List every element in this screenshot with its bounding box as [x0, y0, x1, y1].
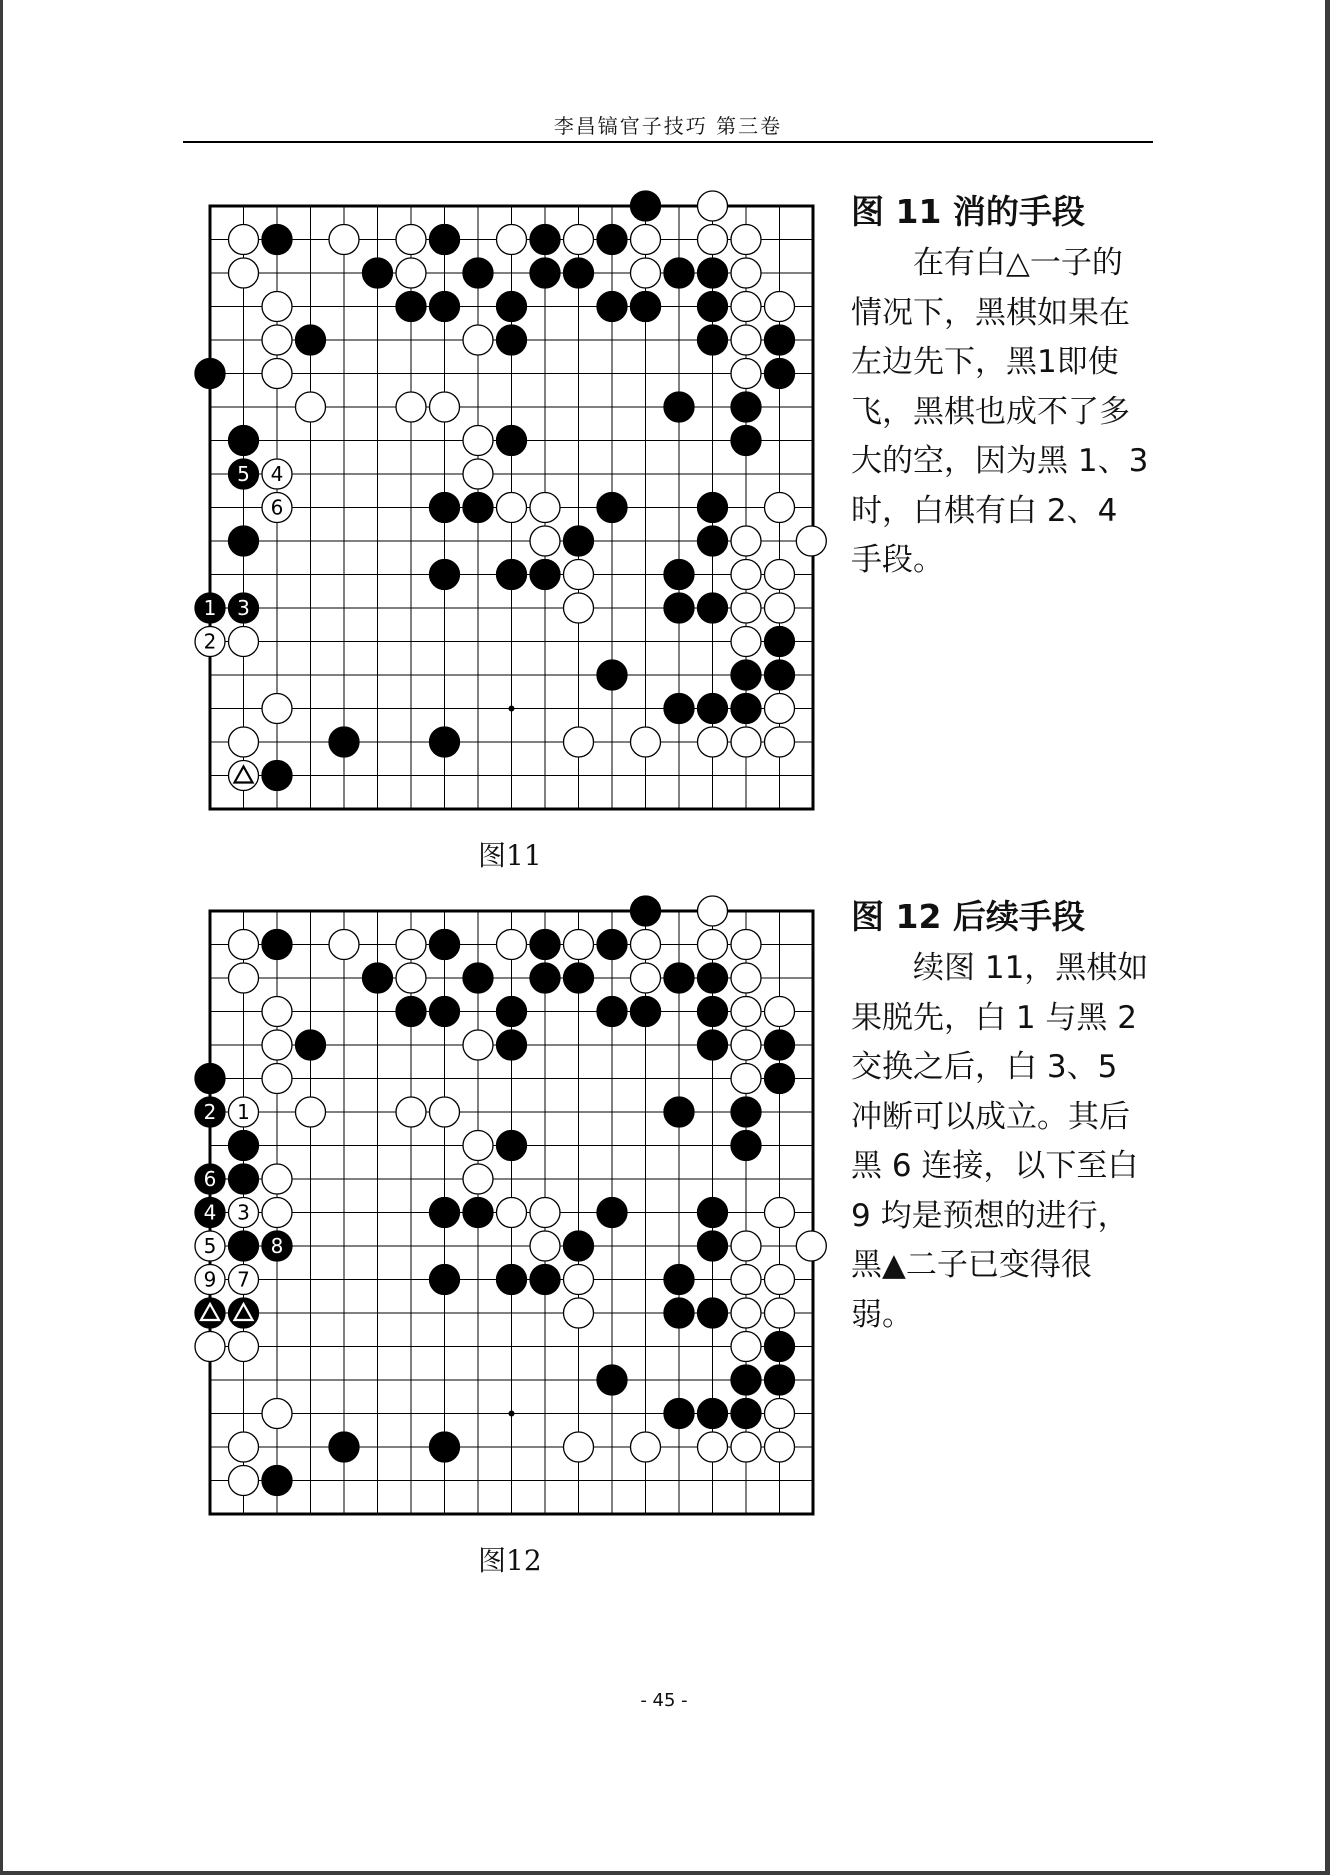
page-number: - 45 -	[640, 1690, 688, 1711]
black-stone	[731, 660, 761, 690]
black-stone	[731, 426, 761, 456]
black-stone	[530, 225, 560, 255]
move-number: 1	[203, 596, 217, 620]
black-stone	[396, 997, 426, 1027]
move-number: 2	[203, 629, 217, 654]
black-stone	[765, 1064, 795, 1094]
white-stone	[765, 593, 795, 623]
white-stone	[765, 560, 795, 590]
white-stone	[262, 325, 292, 355]
black-stone	[463, 258, 493, 288]
black-stone	[497, 325, 527, 355]
black-stone	[597, 292, 627, 322]
white-stone	[731, 930, 761, 960]
white-stone	[229, 225, 259, 255]
black-stone	[765, 627, 795, 657]
black-stone	[497, 292, 527, 322]
black-stone	[430, 1198, 460, 1228]
white-stone	[731, 727, 761, 757]
black-stone	[731, 1097, 761, 1127]
move-number: 3	[237, 596, 250, 620]
black-stone	[597, 1365, 627, 1395]
black-stone	[530, 560, 560, 590]
black-stone	[564, 1231, 594, 1261]
black-stone	[530, 963, 560, 993]
white-stone	[765, 1432, 795, 1462]
go-board-figure-12	[203, 891, 843, 1521]
white-stone	[631, 1432, 661, 1462]
move-number: 1	[237, 1100, 250, 1124]
black-stone	[497, 560, 527, 590]
black-stone	[229, 426, 259, 456]
white-stone	[765, 292, 795, 322]
white-stone	[396, 963, 426, 993]
black-stone	[564, 258, 594, 288]
black-stone	[296, 1030, 326, 1060]
white-stone	[564, 1265, 594, 1295]
white-stone	[698, 727, 728, 757]
black-stone	[698, 997, 728, 1027]
black-stone	[597, 225, 627, 255]
figure-11-commentary	[851, 186, 1151, 586]
white-stone	[731, 1064, 761, 1094]
move-number: 3	[237, 1200, 250, 1225]
black-stone	[229, 1231, 259, 1261]
black-stone	[664, 694, 694, 724]
black-stone	[296, 325, 326, 355]
white-stone	[463, 325, 493, 355]
white-stone	[229, 727, 259, 757]
black-stone	[530, 258, 560, 288]
black-stone	[664, 560, 694, 590]
running-header: 李昌镐官子技巧 第三卷	[553, 114, 783, 138]
document-page	[3, 0, 1325, 1871]
figure-12-commentary	[851, 891, 1151, 1340]
white-stone	[731, 1231, 761, 1261]
white-stone	[731, 1432, 761, 1462]
black-stone	[195, 359, 225, 389]
black-stone	[363, 963, 393, 993]
white-stone	[698, 1432, 728, 1462]
white-stone	[564, 930, 594, 960]
black-stone	[530, 1265, 560, 1295]
white-stone	[698, 191, 728, 221]
white-stone	[698, 225, 728, 255]
black-stone	[698, 325, 728, 355]
black-stone	[664, 1097, 694, 1127]
white-stone	[564, 727, 594, 757]
white-stone	[262, 359, 292, 389]
white-stone	[765, 1198, 795, 1228]
white-stone	[262, 1064, 292, 1094]
black-stone	[430, 727, 460, 757]
white-stone	[463, 1131, 493, 1161]
black-stone	[664, 1298, 694, 1328]
black-stone	[463, 1198, 493, 1228]
white-stone	[564, 1432, 594, 1462]
black-stone	[664, 963, 694, 993]
white-stone	[430, 1097, 460, 1127]
white-stone	[497, 1198, 527, 1228]
header-rule	[183, 141, 1153, 143]
white-stone	[329, 225, 359, 255]
figure-11-title: 图 11 消的手段	[851, 192, 1085, 231]
white-stone	[396, 930, 426, 960]
black-stone	[698, 1030, 728, 1060]
white-stone	[463, 459, 493, 489]
black-stone	[229, 1131, 259, 1161]
white-stone	[497, 930, 527, 960]
white-stone	[262, 997, 292, 1027]
white-stone	[631, 963, 661, 993]
black-stone	[329, 727, 359, 757]
black-stone	[765, 359, 795, 389]
black-stone	[765, 1332, 795, 1362]
white-stone	[229, 627, 259, 657]
move-number: 8	[270, 1234, 284, 1258]
black-stone	[497, 426, 527, 456]
white-stone	[530, 1231, 560, 1261]
black-stone	[731, 1365, 761, 1395]
black-stone	[262, 225, 292, 255]
move-number: 5	[237, 462, 250, 486]
black-stone	[631, 292, 661, 322]
move-number: 4	[270, 462, 284, 486]
black-stone	[698, 1298, 728, 1328]
black-stone	[262, 1466, 292, 1496]
white-stone	[262, 1198, 292, 1228]
black-stone	[631, 997, 661, 1027]
black-stone	[731, 1399, 761, 1429]
black-stone	[497, 997, 527, 1027]
white-stone	[229, 1466, 259, 1496]
white-stone	[698, 896, 728, 926]
white-stone	[463, 426, 493, 456]
move-number: 6	[203, 1167, 217, 1191]
black-stone	[497, 1131, 527, 1161]
white-stone	[698, 930, 728, 960]
white-stone	[564, 1298, 594, 1328]
white-stone	[497, 225, 527, 255]
black-stone	[698, 1399, 728, 1429]
white-stone	[731, 225, 761, 255]
black-stone	[765, 325, 795, 355]
black-stone	[497, 1030, 527, 1060]
white-stone	[765, 727, 795, 757]
black-stone	[329, 1432, 359, 1462]
black-stone	[396, 292, 426, 322]
black-stone	[765, 660, 795, 690]
white-stone	[765, 997, 795, 1027]
white-stone	[229, 1332, 259, 1362]
black-stone	[597, 997, 627, 1027]
black-stone	[564, 526, 594, 556]
black-stone	[430, 930, 460, 960]
black-stone	[430, 493, 460, 523]
white-stone	[731, 627, 761, 657]
white-stone	[430, 392, 460, 422]
black-stone	[765, 1365, 795, 1395]
white-stone	[396, 225, 426, 255]
black-stone	[731, 392, 761, 422]
figure-12-title: 图 12 后续手段	[851, 897, 1085, 936]
white-stone	[530, 493, 560, 523]
white-stone	[631, 727, 661, 757]
white-stone	[631, 258, 661, 288]
figure-12-caption: 图12	[478, 1544, 542, 1577]
black-stone	[731, 694, 761, 724]
black-stone	[597, 930, 627, 960]
black-stone	[463, 963, 493, 993]
white-stone	[396, 392, 426, 422]
white-stone	[631, 930, 661, 960]
white-stone	[463, 1030, 493, 1060]
black-stone	[430, 1432, 460, 1462]
white-stone	[731, 593, 761, 623]
black-stone	[430, 560, 460, 590]
move-number: 5	[203, 1234, 217, 1258]
black-stone	[698, 493, 728, 523]
white-stone	[765, 1265, 795, 1295]
black-stone	[597, 660, 627, 690]
black-stone	[430, 225, 460, 255]
white-stone	[731, 359, 761, 389]
black-stone	[698, 1198, 728, 1228]
black-stone	[363, 258, 393, 288]
black-stone	[229, 526, 259, 556]
black-stone	[463, 493, 493, 523]
move-number: 9	[203, 1267, 217, 1292]
white-stone	[296, 392, 326, 422]
white-stone	[262, 1030, 292, 1060]
white-stone	[765, 1298, 795, 1328]
white-stone	[229, 258, 259, 288]
white-stone	[731, 292, 761, 322]
black-stone	[664, 593, 694, 623]
white-stone	[731, 560, 761, 590]
white-stone	[731, 963, 761, 993]
star-point	[509, 1411, 515, 1417]
figure-11-text: 在有白△一子的情况下，黑棋如果在左边先下，黑1即使飞，黑棋也成不了多大的空，因为黑 1、3 时，白棋有白 2、4 手段。	[851, 245, 1149, 578]
white-stone	[229, 1432, 259, 1462]
black-stone	[497, 1265, 527, 1295]
black-stone	[664, 1399, 694, 1429]
star-point	[509, 706, 515, 712]
black-stone	[195, 1064, 225, 1094]
white-stone	[530, 526, 560, 556]
white-stone	[731, 1298, 761, 1328]
black-stone	[698, 593, 728, 623]
move-number: 7	[237, 1267, 250, 1292]
black-stone	[664, 1265, 694, 1295]
white-stone	[731, 1332, 761, 1362]
black-stone	[262, 761, 292, 791]
white-stone	[262, 1164, 292, 1194]
black-stone	[430, 997, 460, 1027]
white-stone	[262, 292, 292, 322]
black-stone	[564, 963, 594, 993]
black-stone	[530, 930, 560, 960]
white-stone	[396, 1097, 426, 1127]
white-stone	[765, 694, 795, 724]
white-stone	[229, 930, 259, 960]
white-stone	[564, 593, 594, 623]
black-stone	[229, 1164, 259, 1194]
move-number: 6	[270, 495, 284, 520]
white-stone	[731, 258, 761, 288]
black-stone	[698, 963, 728, 993]
white-stone	[262, 1399, 292, 1429]
black-stone	[430, 292, 460, 322]
white-stone	[463, 1164, 493, 1194]
white-stone	[765, 1399, 795, 1429]
move-number: 4	[203, 1200, 217, 1225]
white-stone	[731, 526, 761, 556]
white-stone	[195, 1332, 225, 1362]
white-stone	[731, 997, 761, 1027]
white-stone	[796, 1231, 826, 1261]
white-stone	[530, 1198, 560, 1228]
white-stone	[564, 225, 594, 255]
black-stone	[664, 392, 694, 422]
figure-12-text: 续图 11，黑棋如果脱先，白 1 与黑 2 交换之后，白 3、5 冲断可以成立。其后黑 6 连接，以下至白 9 均是预想的进行，黑▲二子已变得很弱。	[851, 950, 1149, 1333]
black-stone	[597, 493, 627, 523]
white-stone	[296, 1097, 326, 1127]
white-stone	[631, 225, 661, 255]
black-stone	[765, 1030, 795, 1060]
move-number: 2	[203, 1100, 217, 1124]
black-stone	[698, 258, 728, 288]
white-stone	[765, 493, 795, 523]
black-stone	[430, 1265, 460, 1295]
white-stone	[497, 493, 527, 523]
black-stone	[698, 292, 728, 322]
black-stone	[698, 526, 728, 556]
black-stone	[698, 694, 728, 724]
white-stone	[796, 526, 826, 556]
black-stone	[664, 258, 694, 288]
black-stone	[262, 930, 292, 960]
white-stone	[329, 930, 359, 960]
figure-11-caption: 图11	[478, 839, 542, 872]
black-stone	[731, 1131, 761, 1161]
white-stone	[731, 1030, 761, 1060]
white-stone	[731, 325, 761, 355]
black-stone	[698, 1231, 728, 1261]
white-stone	[229, 963, 259, 993]
white-stone	[564, 560, 594, 590]
black-stone	[631, 191, 661, 221]
white-stone	[396, 258, 426, 288]
white-stone	[731, 1265, 761, 1295]
go-board-figure-11	[203, 186, 843, 816]
black-stone	[631, 896, 661, 926]
black-stone	[597, 1198, 627, 1228]
white-stone	[262, 694, 292, 724]
